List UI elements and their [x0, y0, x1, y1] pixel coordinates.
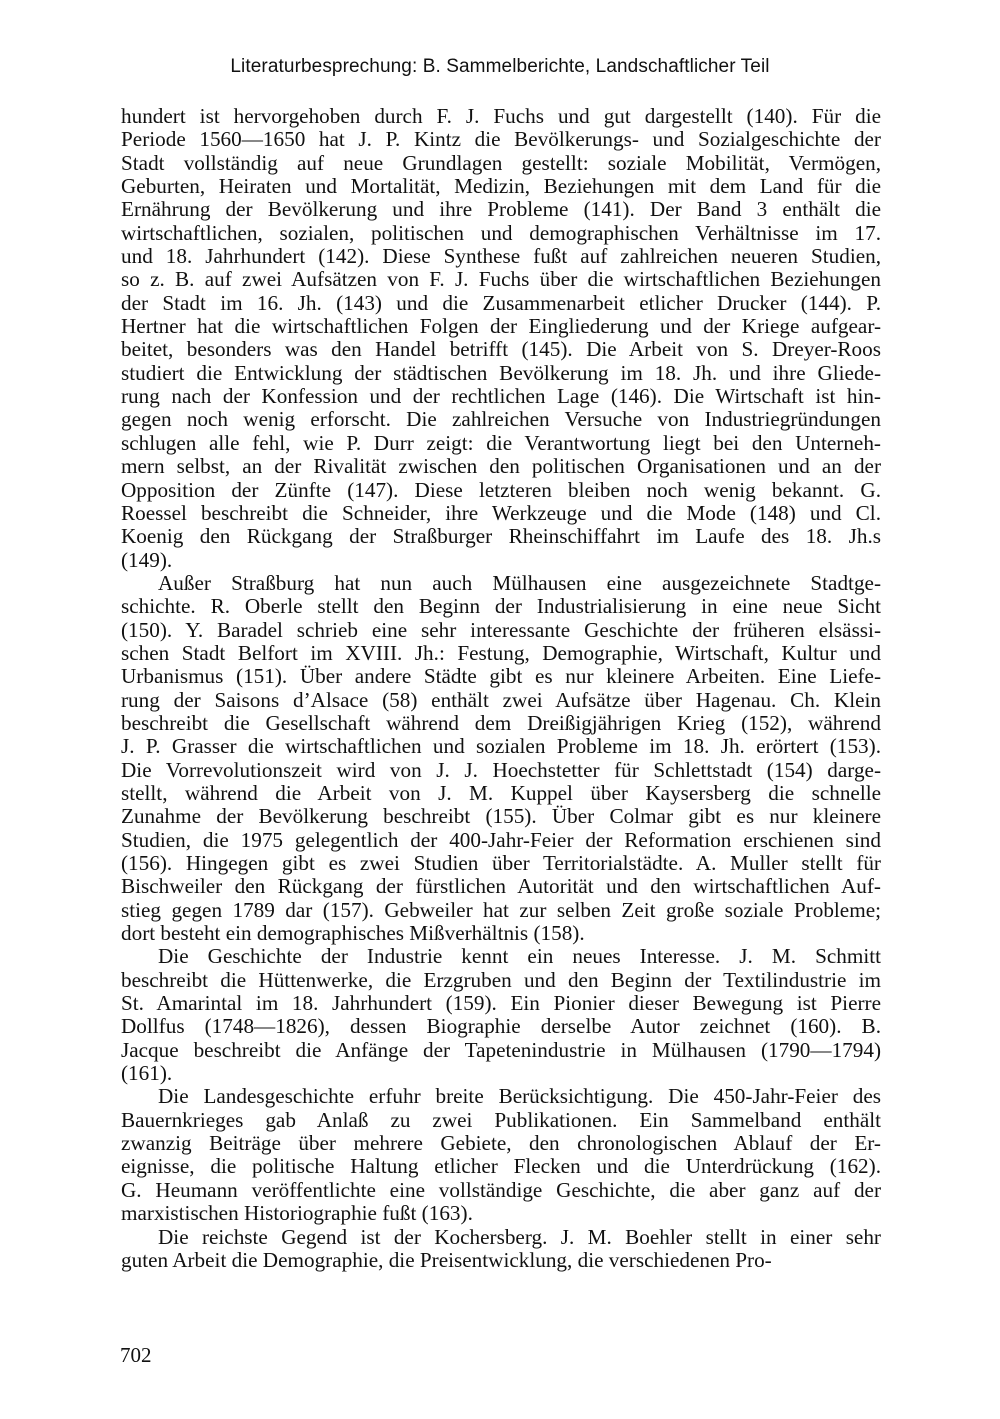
- text-line: (149).: [121, 547, 173, 572]
- text-line: marxistischen Historiographie fußt (163).: [121, 1201, 473, 1226]
- text-line: Die Geschichte der Industrie kennt ein neues Interesse. J. M. Schmitt: [158, 944, 881, 969]
- paragraph: [121, 1226, 881, 1273]
- text-line: rung nach der Konfession und der rechtlichen Lage (146). Die Wirtschaft ist hin-: [121, 384, 881, 409]
- text-line: schlugen alle fehl, wie P. Durr zeigt: die Verantwortung liegt bei den Unterneh-: [121, 430, 881, 455]
- page-number: 702: [120, 1343, 152, 1367]
- text-line: und 18. Jahrhundert (142). Diese Synthese fußt auf zahlreichen neueren Studien,: [121, 244, 881, 269]
- text-line: beitet, besonders was den Handel betrifft (145). Die Arbeit von S. Dreyer-Roos: [121, 337, 881, 362]
- text-line: schichte. R. Oberle stellt den Beginn der Industrialisierung in eine neue Sicht: [121, 594, 881, 619]
- text-line: hundert ist hervorgehoben durch F. J. Fuchs und gut dargestellt (140). Für die: [121, 104, 881, 128]
- text-line: schen Stadt Belfort im XVIII. Jh.: Festung, Demographie, Wirtschaft, Kultur und: [121, 640, 881, 665]
- text-line: Die Landesgeschichte erfuhr breite Berücksichtigung. Die 450-Jahr-Feier des: [158, 1084, 881, 1109]
- text-line: beschreibt die Hüttenwerke, die Erzgruben und den Beginn der Textilindustrie im: [121, 967, 881, 992]
- text-line: beschreibt die Gesellschaft während dem Dreißigjährigen Krieg (152), während: [121, 710, 881, 735]
- text-line: mern selbst, an der Rivalität zwischen den politischen Organisationen und an der: [121, 454, 881, 479]
- text-line: der Stadt im 16. Jh. (143) und die Zusammenarbeit etlicher Drucker (144). P.: [121, 290, 881, 315]
- text-line: rung der Saisons d’Alsace (58) enthält zwei Aufsätze über Hagenau. Ch. Klein: [121, 687, 881, 712]
- text-line: Urbanismus (151). Über andere Städte gibt es nur kleinere Arbeiten. Eine Liefe-: [121, 664, 881, 689]
- paragraph: [121, 1085, 881, 1225]
- body-text: [121, 105, 881, 1272]
- text-line: stieg gegen 1789 dar (157). Gebweiler hat zur selben Zeit große soziale Probleme;: [121, 897, 881, 922]
- text-line: Bischweiler den Rückgang der fürstlichen Autorität und den wirtschaftlichen Auf-: [121, 874, 881, 899]
- running-head: Literaturbesprechung: B. Sammelberichte, Landschaftlicher Teil: [230, 56, 770, 77]
- text-line: St. Amarintal im 18. Jahrhundert (159). Ein Pionier dieser Bewegung ist Pierre: [121, 991, 881, 1016]
- text-line: eignisse, die politische Haltung etlicher Flecken und die Unterdrückung (162).: [121, 1154, 881, 1179]
- text-line: Koenig den Rückgang der Straßburger Rheinschiffahrt im Laufe des 18. Jh.s: [121, 524, 881, 549]
- paragraph: [121, 572, 881, 946]
- text-line: Stadt vollständig auf neue Grundlagen gestellt: soziale Mobilität, Vermögen,: [121, 150, 881, 175]
- text-line: (156). Hingegen gibt es zwei Studien über Territorialstädte. A. Muller stellt für: [121, 851, 881, 875]
- text-line: Geburten, Heiraten und Mortalität, Medizin, Beziehungen mit dem Land für die: [121, 174, 881, 199]
- text-line: Studien, die 1975 gelegentlich der 400-Jahr-Feier der Reformation erschienen sind: [121, 827, 881, 852]
- text-line: Zunahme der Bevölkerung beschreibt (155). Über Colmar gibt es nur kleinere: [121, 804, 881, 829]
- text-line: Außer Straßburg hat nun auch Mülhausen eine ausgezeichnete Stadtge-: [158, 570, 881, 595]
- text-line: guten Arbeit die Demographie, die Preisentwicklung, die verschiedenen Pro-: [121, 1247, 772, 1272]
- text-line: Die Vorrevolutionszeit wird von J. J. Hoechstetter für Schlettstadt (154) darge-: [121, 757, 881, 782]
- text-line: (150). Y. Baradel schrieb eine sehr interessante Geschichte der früheren elsässi-: [121, 617, 881, 642]
- text-line: Ernährung der Bevölkerung und ihre Probleme (141). Der Band 3 enthält die: [121, 197, 881, 222]
- text-line: Die reichste Gegend ist der Kochersberg. J. M. Boehler stellt in einer sehr: [158, 1224, 881, 1249]
- text-line: Dollfus (1748—1826), dessen Biographie derselbe Autor zeichnet (160). B.: [121, 1014, 881, 1039]
- text-line: studiert die Entwicklung der städtischen Bevölkerung im 18. Jh. und ihre Gliede-: [121, 360, 881, 385]
- text-line: Bauernkrieges gab Anlaß zu zwei Publikationen. Ein Sammelband enthält: [121, 1107, 881, 1132]
- text-line: so z. B. auf zwei Aufsätzen von F. J. Fuchs über die wirtschaftlichen Beziehungen: [121, 267, 881, 292]
- text-line: Hertner hat die wirtschaftlichen Folgen der Eingliederung und der Kriege aufgear-: [121, 314, 881, 339]
- text-line: stellt, während die Arbeit von J. M. Kuppel über Kaysersberg die schnelle: [121, 780, 881, 805]
- text-line: Jacque beschreibt die Anfänge der Tapetenindustrie in Mülhausen (1790—1794): [121, 1037, 881, 1062]
- paragraph: [121, 105, 881, 572]
- text-line: G. Heumann veröffentlichte eine vollständige Geschichte, die aber ganz auf der: [121, 1177, 881, 1202]
- paragraph: [121, 945, 881, 1085]
- text-line: J. P. Grasser die wirtschaftlichen und sozialen Probleme im 18. Jh. erörtert (153).: [121, 734, 881, 759]
- text-line: dort besteht ein demographisches Mißverhältnis (158).: [121, 921, 585, 946]
- text-line: gegen noch wenig erforscht. Die zahlreichen Versuche von Industriegründungen: [121, 407, 881, 432]
- text-line: Periode 1560—1650 hat J. P. Kintz die Bevölkerungs- und Sozialgeschichte der: [121, 127, 881, 152]
- text-line: zwanzig Beiträge über mehrere Gebiete, den chronologischen Ablauf der Er-: [121, 1131, 881, 1156]
- text-line: Roessel beschreibt die Schneider, ihre Werkzeuge und die Mode (148) und Cl.: [121, 500, 881, 525]
- text-line: (161).: [121, 1061, 173, 1086]
- text-line: Opposition der Zünfte (147). Diese letzteren bleiben noch wenig bekannt. G.: [121, 477, 881, 502]
- text-line: wirtschaftlichen, sozialen, politischen und demographischen Verhältnisse im 17.: [121, 220, 881, 245]
